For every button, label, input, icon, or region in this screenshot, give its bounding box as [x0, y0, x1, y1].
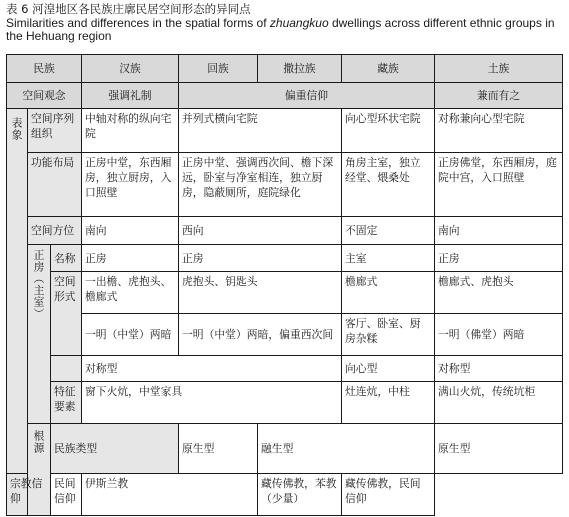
- type-label: 民族类型: [51, 424, 179, 474]
- caption-english-pre: Similarities and differences in the spatial forms of: [6, 15, 270, 30]
- orientation-han: 南向: [82, 217, 179, 245]
- form-han-hui-salar-3: 对称型: [82, 356, 342, 382]
- header-han: 汉族: [82, 55, 179, 83]
- religion-row: [7, 474, 563, 516]
- room-name-han: 正房: [82, 245, 179, 272]
- form-row-1: [7, 272, 563, 314]
- orientation-row: [7, 217, 563, 245]
- room-name-hui-salar: 正房: [179, 245, 342, 272]
- sequence-han: 中轴对称的纵向宅院: [82, 109, 179, 153]
- form-han-1: 一出檐、虎抱头、檐廊式: [82, 272, 179, 314]
- form-hui-salar-1: 虎抱头、钥匙头: [179, 272, 342, 314]
- form-han-2: 一明（中堂）两暗: [82, 314, 179, 356]
- main-room-group-label: 正房（主室）: [28, 245, 51, 424]
- type-row: [7, 424, 563, 474]
- features-tu: 满山火炕，传统坑柜: [435, 382, 563, 424]
- form-tibetan-1: 檐廊式: [342, 272, 435, 314]
- features-han-hui-salar: 窗下火炕，中堂家具: [82, 382, 342, 424]
- caption-english-italic: zhuangkuo: [269, 15, 329, 30]
- concept-hui-salar-tibetan: 偏重信仰: [179, 83, 435, 109]
- religion-tibetan: 藏传佛教，苯教（少量）: [258, 474, 342, 516]
- function-tibetan: 角房主室，独立经堂、煨桑处: [342, 153, 435, 217]
- type-tibetan: 原生型: [435, 424, 563, 474]
- concept-label: 空间观念: [7, 83, 82, 109]
- orientation-label: 空间方位: [28, 217, 82, 245]
- type-han: 原生型: [179, 424, 258, 474]
- surface-group-label: 表象: [7, 109, 28, 474]
- table-caption: [6, 3, 562, 44]
- root-group-label: 根源: [28, 424, 51, 516]
- religion-tu: 藏传佛教，民间信仰: [342, 474, 435, 516]
- comparison-table: [6, 54, 563, 516]
- sequence-hui-salar: 并列式横向宅院: [179, 109, 342, 153]
- function-row: [7, 153, 563, 217]
- sequence-label: 空间序列组织: [28, 109, 82, 153]
- form-tu-1: 檐廊式、虎抱头: [435, 272, 563, 314]
- room-name-row: [7, 245, 563, 272]
- room-name-tibetan: 主室: [342, 245, 435, 272]
- function-han: 正房中堂，东西厢房，独立厨房，入口照壁: [82, 153, 179, 217]
- concept-row: [7, 83, 563, 109]
- religion-hui-salar: 伊斯兰教: [82, 474, 258, 516]
- header-hui: 回族: [179, 55, 258, 83]
- concept-han: 强调礼制: [82, 83, 179, 109]
- features-tibetan: 灶连炕，中柱: [342, 382, 435, 424]
- features-label: 特征要素: [51, 382, 82, 424]
- function-hui-salar: 正房中堂、强调西次间、檐下深远，卧室与净室相连，独立厨房，隐蔽厕所，庭院绿化: [179, 153, 342, 217]
- header-ethnic: 民族: [7, 55, 82, 83]
- sequence-row: [7, 109, 563, 153]
- room-name-label: 名称: [51, 245, 82, 272]
- function-tu: 正房佛堂，东西厢房，庭院中宫，入口照壁: [435, 153, 563, 217]
- function-label: 功能布局: [28, 153, 82, 217]
- form-row-2: [7, 314, 563, 356]
- form-row-3-spacer: [51, 356, 82, 382]
- caption-english: [6, 17, 562, 44]
- orientation-tu: 南向: [435, 217, 563, 245]
- sequence-tibetan: 向心型环状宅院: [342, 109, 435, 153]
- religion-label: 宗教信仰: [7, 474, 51, 516]
- header-tibetan: 藏族: [342, 55, 435, 83]
- orientation-hui-salar: 西向: [179, 217, 342, 245]
- room-name-tu: 正房: [435, 245, 563, 272]
- header-salar: 撒拉族: [258, 55, 342, 83]
- form-tibetan-3: 向心型: [342, 356, 435, 382]
- religion-han: 民间信仰: [51, 474, 82, 516]
- form-row-3: [7, 356, 563, 382]
- orientation-tibetan: 不固定: [342, 217, 435, 245]
- caption-chinese: 表 6 河湟地区各民族庄廓民居空间形态的异同点: [6, 2, 251, 16]
- form-tibetan-2: 客厅、卧室、厨房杂糅: [342, 314, 435, 356]
- form-tu-2: 一明（佛堂）两暗: [435, 314, 563, 356]
- form-tu-3: 对称型: [435, 356, 563, 382]
- form-label: 空间形式: [51, 272, 82, 356]
- header-row: [7, 55, 563, 83]
- header-tu: 土族: [435, 55, 563, 83]
- sequence-tu: 对称兼向心型宅院: [435, 109, 563, 153]
- caption-english-post: dwellings across different ethnic groups in the Hehuang region: [6, 15, 555, 43]
- type-hui-salar: 融生型: [258, 424, 435, 474]
- concept-tu: 兼而有之: [435, 83, 563, 109]
- form-hui-salar-2: 一明（中堂）两暗，偏重西次间: [179, 314, 342, 356]
- features-row: [7, 382, 563, 424]
